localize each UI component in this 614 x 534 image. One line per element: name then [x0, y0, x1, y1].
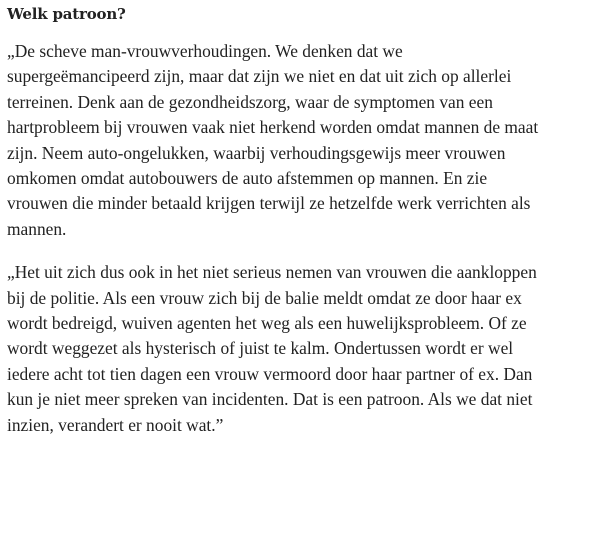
paragraph-line: inzien, verandert er nooit wat.” [7, 414, 224, 435]
paragraph-line: wordt bedreigd, wuiven agenten het weg als een huwelijksprobleem. Of ze [7, 313, 527, 334]
paragraph-line: bij de politie. Als een vrouw zich bij de balie meldt omdat ze door haar ex [7, 287, 522, 308]
paragraph-line: mannen. [7, 218, 67, 239]
paragraph-line: hartprobleem bij vrouwen vaak niet herkend worden omdat mannen de maat [7, 117, 539, 138]
paragraph-line: „Het uit zich dus ook in het niet serieus nemen van vrouwen die aankloppen [7, 262, 537, 283]
paragraph-line: omkomen omdat autobouwers de auto afstemmen op mannen. En zie [7, 168, 488, 189]
paragraph-line: supergeëmancipeerd zijn, maar dat zijn we niet en dat uit zich op allerlei [7, 66, 512, 87]
paragraph-line: zijn. Neem auto-ongelukken, waarbij verhoudingsgewijs meer vrouwen [7, 142, 506, 163]
paragraph-line: kun je niet meer spreken van incidenten. Dat is een patroon. Als we dat niet [7, 389, 533, 410]
paragraph-line: wordt weggezet als hysterisch of juist te kalm. Ondertussen wordt er wel [7, 338, 514, 359]
paragraph-2 [7, 260, 607, 438]
paragraph-line: vrouwen die minder betaald krijgen terwijl ze hetzelfde werk verrichten als [7, 193, 531, 214]
paragraph-line: terreinen. Denk aan de gezondheidszorg, waar de symptomen van een [7, 91, 493, 112]
article-section [7, 0, 607, 438]
paragraph-line: iedere acht tot tien dagen een vrouw vermoord door haar partner of ex. Dan [7, 363, 533, 384]
paragraph-1 [7, 39, 607, 242]
section-heading: Welk patroon? [7, 5, 126, 23]
paragraph-line: „De scheve man-vrouwverhoudingen. We denken dat we [7, 41, 403, 61]
